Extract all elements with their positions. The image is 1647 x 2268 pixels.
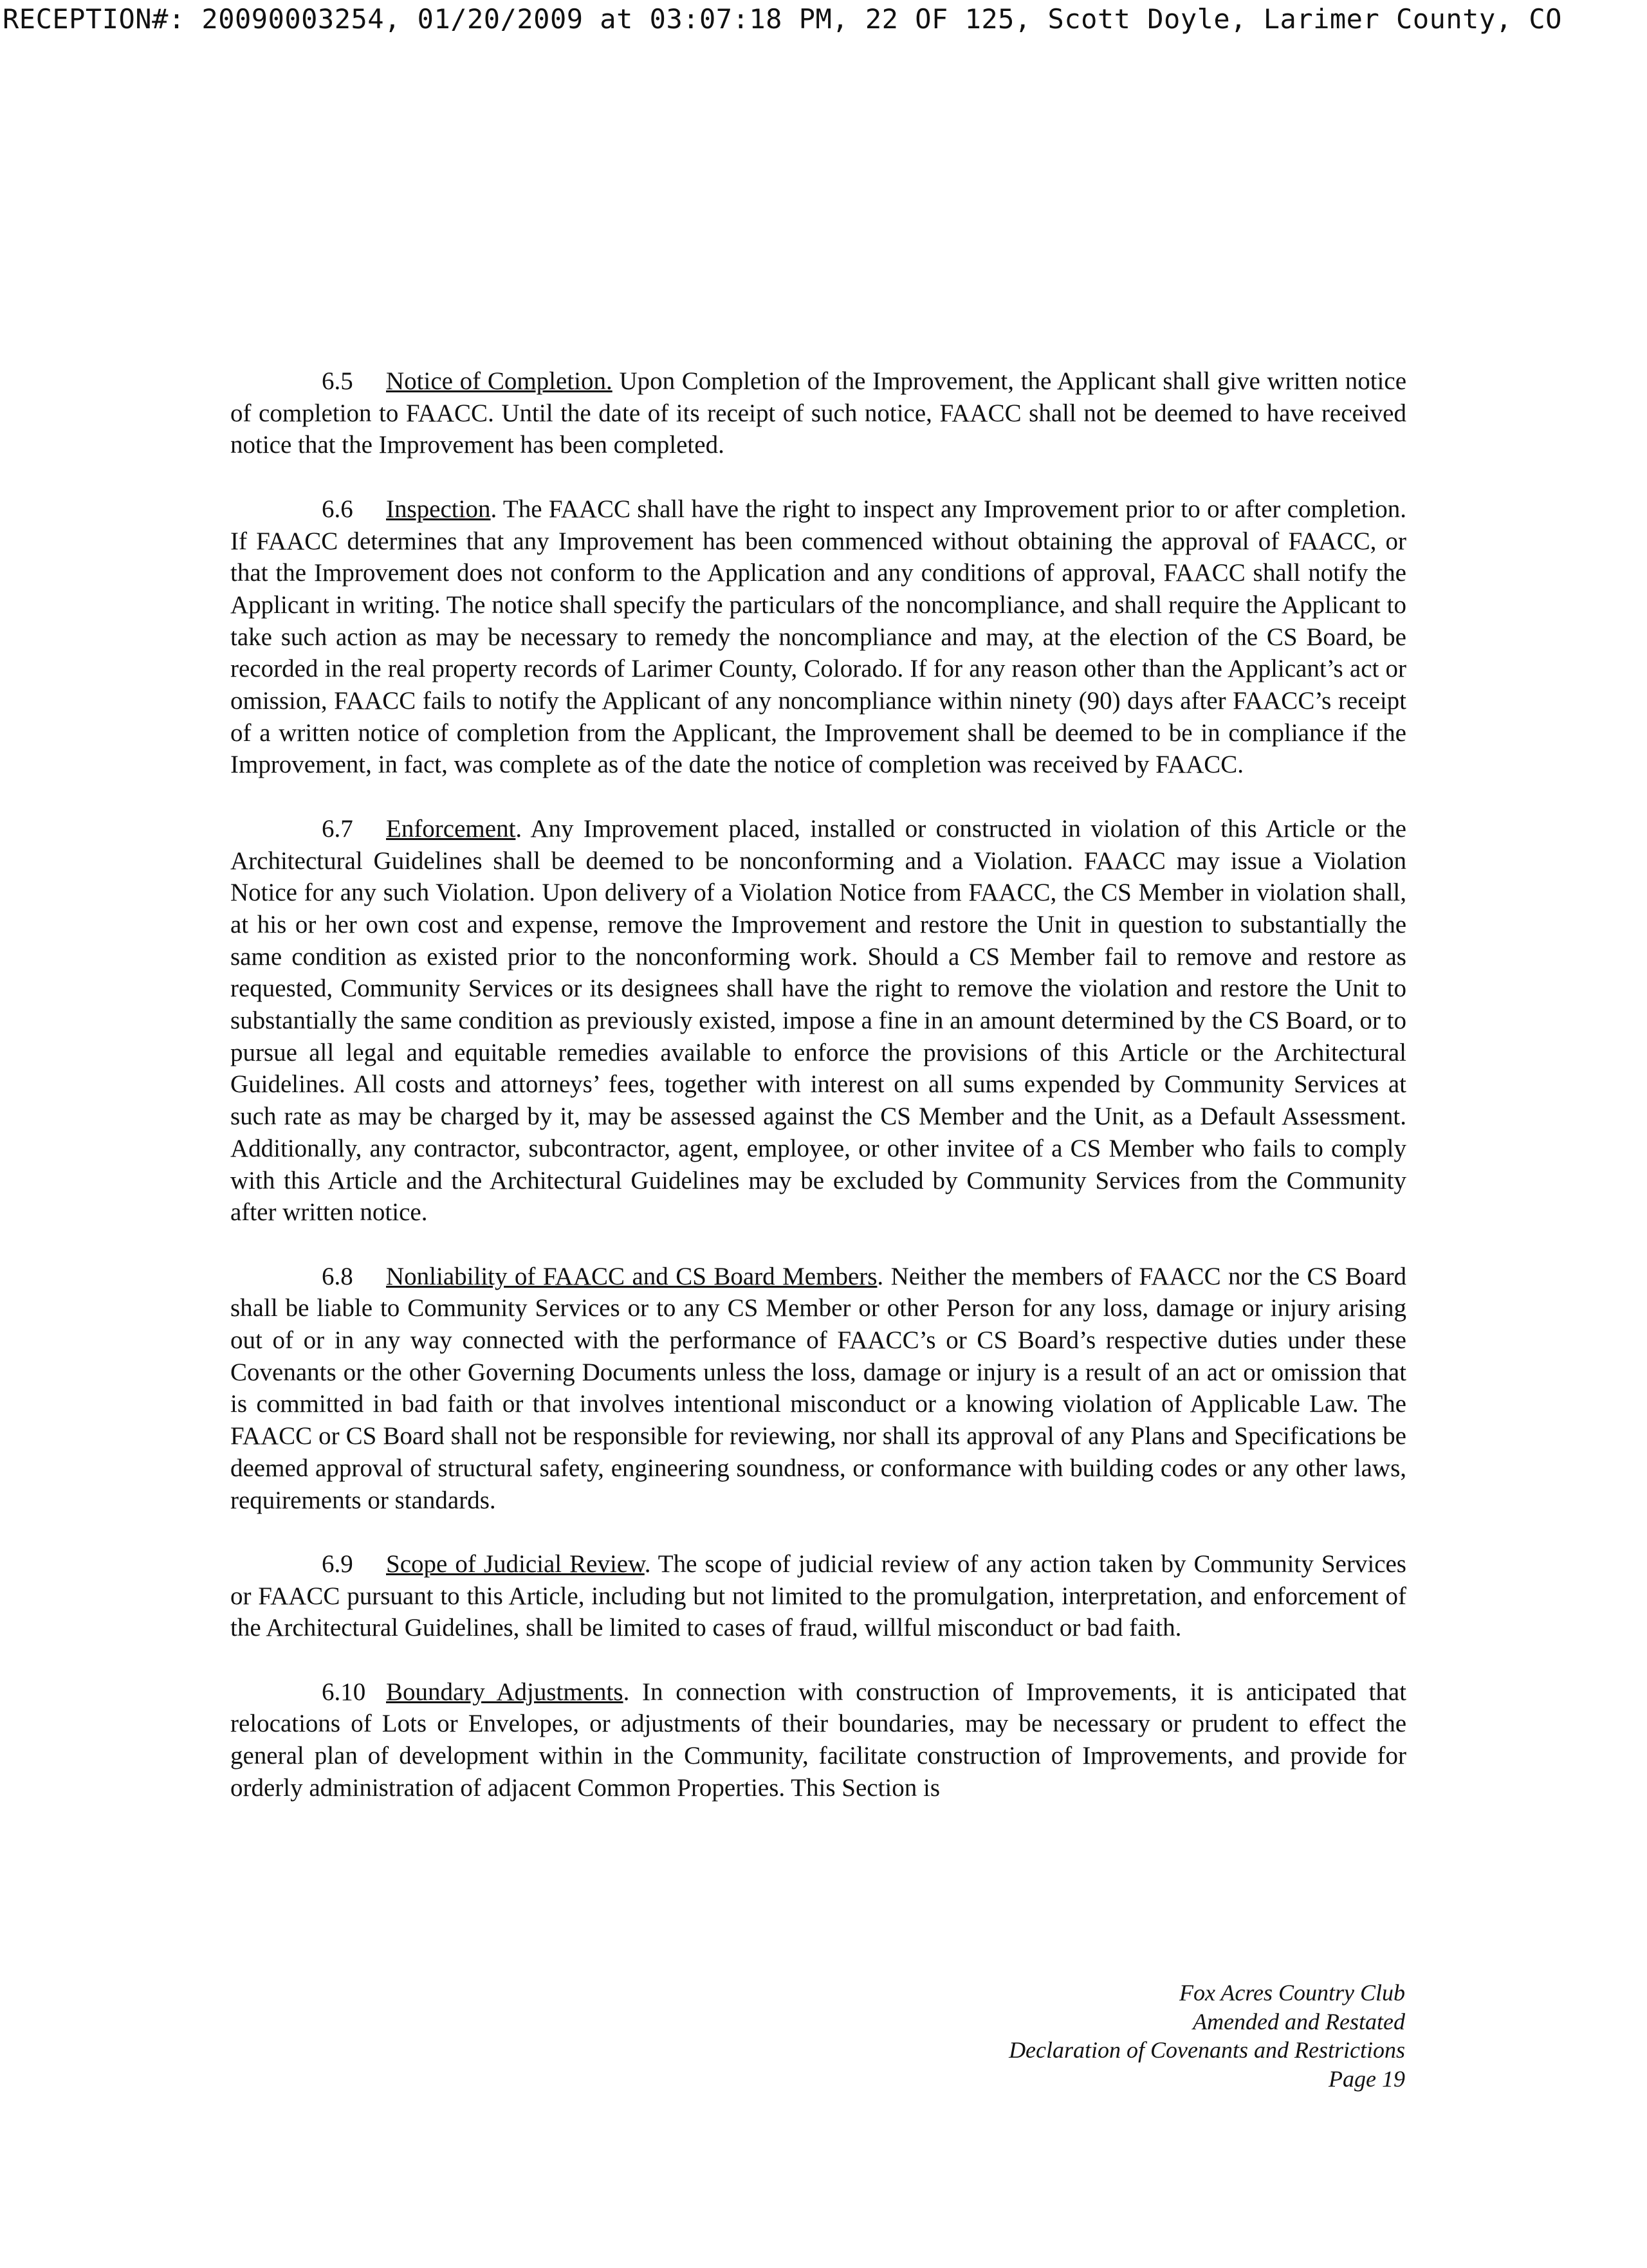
section-heading: Boundary Adjustments	[386, 1678, 623, 1706]
page-footer	[1009, 1979, 1405, 2093]
section-text: . Neither the members of FAACC nor the CS Board shall be liable to Community Services or to any CS Member or other Person for any loss, damage or injury arising out of or in any way connected with the performance of FAACC’s or CS Board’s respective duties under these Covenants or the other Governing Documents unless the loss, damage or injury is a result of an act or omission that is committed in bad faith or that involves intentional misconduct or a knowing violation of Applicable Law. The FAACC or CS Board shall not be responsible for reviewing, nor shall its approval of any Plans and Specifications be deemed approval of structural safety, engineering soundness, or conformance with building codes or any other laws, requirements or standards.	[230, 1262, 1407, 1514]
document-body	[230, 365, 1406, 1836]
section-heading: Enforcement	[386, 814, 516, 843]
section-heading: Inspection	[386, 495, 491, 523]
section-number: 6.10	[322, 1678, 366, 1706]
section-6-5	[230, 365, 1406, 461]
section-6-9	[230, 1548, 1406, 1644]
section-text: . Any Improvement placed, installed or constructed in violation of this Article or the Architectural Guidelines shall be deemed to be nonconforming and a Violation. FAACC may issue a Violation Notice for any such Violation. Upon delivery of a Violation Notice from FAACC, the CS Member in violation shall, at his or her own cost and expense, remove the Improvement and restore the Unit in question to substantially the same condition as existed prior to the nonconforming work. Should a CS Member fail to remove and restore as requested, Community Services or its designees shall have the right to remove the violation and restore the Unit to substantially the same condition as previously existed, impose a fine in an amount determined by the CS Board, or to pursue all legal and equitable remedies available to enforce the provisions of this Article or the Architectural Guidelines. All costs and attorneys’ fees, together with interest on all sums expended by Community Services at such rate as may be charged by it, may be assessed against the CS Member and the Unit, as a Default Assessment. Additionally, any contractor, subcontractor, agent, employee, or other invitee of a CS Member who fails to comply with this Article and the Architectural Guidelines may be excluded by Community Services from the Community after written notice.	[230, 814, 1406, 1227]
section-number: 6.5	[322, 367, 353, 395]
section-text: . The scope of judicial review of any action taken by Community Services or FAACC pursuant to this Article, including but not limited to the promulgation, interpretation, and enforcement of the Architectural Guidelines, shall be limited to cases of fraud, willful misconduct or bad faith.	[230, 1550, 1406, 1642]
section-heading: Nonliability of FAACC and CS Board Members	[386, 1262, 878, 1290]
page-number: Page 19	[1329, 2065, 1405, 2092]
reception-stamp: RECEPTION#: 20090003254, 01/20/2009 at 03:07:18 PM, 22 OF 125, Scott Doyle, Larimer County, CO	[3, 3, 1562, 35]
section-6-10	[230, 1676, 1406, 1804]
section-text: Upon Completion of the Improvement, the Applicant shall give written notice of completion to FAACC. Until the date of its receipt of such notice, FAACC shall not be deemed to have received notice that the Improvement has been completed.	[230, 367, 1406, 459]
section-number: 6.9	[322, 1550, 353, 1578]
section-6-6	[230, 493, 1406, 781]
footer-document-name: Declaration of Covenants and Restrictions	[1009, 2037, 1405, 2063]
section-heading: Notice of Completion.	[386, 367, 612, 395]
section-number: 6.8	[322, 1262, 353, 1290]
section-text: . The FAACC shall have the right to inspect any Improvement prior to or after completion. If FAACC determines that any Improvement has been commenced without obtaining the approval of FAACC, or that the Improvement does not conform to the Application and any conditions of approval, FAACC shall notify the Applicant in writing. The notice shall specify the particulars of the noncompliance, and shall require the Applicant to take such action as may be necessary to remedy the noncompliance and may, at the election of the CS Board, be recorded in the real property records of Larimer County, Colorado. If for any reason other than the Applicant’s act or omission, FAACC fails to notify the Applicant of any noncompliance within ninety (90) days after FAACC’s receipt of a written notice of completion from the Applicant, the Improvement shall be deemed to be in compliance if the Improvement, in fact, was complete as of the date the notice of completion was received by FAACC.	[230, 495, 1406, 779]
section-text: . In connection with construction of Improvements, it is anticipated that relocations of Lots or Envelopes, or adjustments of their boundaries, may be necessary or prudent to effect the general plan of development within in the Community, facilitate construction of Improvements, and provide for orderly administration of adjacent Common Properties. This Section is	[230, 1678, 1406, 1802]
section-number: 6.7	[322, 814, 353, 843]
footer-title: Fox Acres Country Club	[1179, 1980, 1405, 2006]
section-6-8	[230, 1261, 1406, 1517]
section-number: 6.6	[322, 495, 353, 523]
section-6-7	[230, 813, 1406, 1229]
footer-subtitle: Amended and Restated	[1193, 2008, 1405, 2035]
section-heading: Scope of Judicial Review	[386, 1550, 645, 1578]
